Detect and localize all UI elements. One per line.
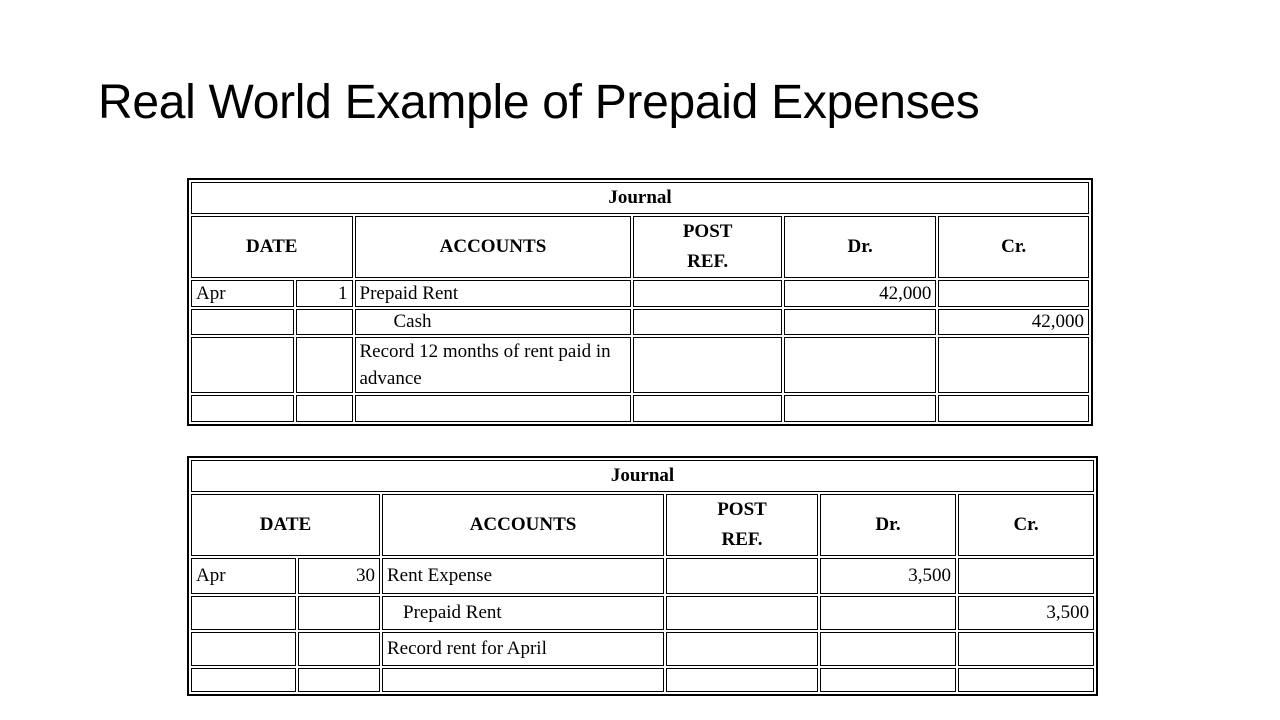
table-row (191, 280, 1089, 307)
cr-cell (938, 337, 1089, 393)
dr-cell: 3,500 (820, 558, 956, 594)
account-cell: Prepaid Rent (355, 280, 632, 307)
cr-cell (938, 395, 1089, 422)
date-day-cell (298, 596, 380, 630)
date-month-cell (191, 668, 296, 692)
cr-cell (958, 668, 1094, 692)
cr-cell (958, 632, 1094, 666)
cr-header: Cr. (938, 216, 1089, 278)
date-day-cell: 30 (298, 558, 380, 594)
dr-cell (820, 632, 956, 666)
date-header: DATE (191, 494, 380, 556)
account-cell: Prepaid Rent (382, 596, 664, 630)
table-row (191, 632, 1094, 666)
date-day-cell (296, 337, 352, 393)
date-month-cell (191, 395, 294, 422)
journal-caption: Journal (191, 182, 1089, 214)
dr-header: Dr. (784, 216, 937, 278)
cr-header: Cr. (958, 494, 1094, 556)
date-month-cell (191, 632, 296, 666)
journal-table (187, 456, 1098, 696)
dr-cell: 42,000 (784, 280, 937, 307)
cr-cell: 3,500 (958, 596, 1094, 630)
dr-cell (784, 395, 937, 422)
table-row (191, 337, 1089, 393)
dr-header: Dr. (820, 494, 956, 556)
dr-cell (820, 596, 956, 630)
account-cell (382, 668, 664, 692)
post-ref-header-line2: REF. (687, 251, 729, 272)
table-row (191, 668, 1094, 692)
post-ref-cell (633, 280, 781, 307)
post-ref-cell (633, 395, 781, 422)
account-cell (355, 395, 632, 422)
date-month-cell: Apr (191, 280, 294, 307)
cr-cell (958, 558, 1094, 594)
date-month-cell (191, 596, 296, 630)
table-row (191, 309, 1089, 335)
cr-cell: 42,000 (938, 309, 1089, 335)
date-day-cell (298, 668, 380, 692)
post-ref-header-line1: POST (682, 221, 733, 242)
post-ref-header (666, 494, 818, 556)
cr-cell (938, 280, 1089, 307)
journal-caption: Journal (191, 460, 1094, 492)
slide-title: Real World Example of Prepaid Expenses (98, 76, 980, 129)
date-header: DATE (191, 216, 353, 278)
account-cell: Cash (355, 309, 632, 335)
accounts-header: ACCOUNTS (382, 494, 664, 556)
table-row (191, 395, 1089, 422)
date-month-cell (191, 337, 294, 393)
post-ref-header-line2: REF. (721, 529, 763, 550)
date-day-cell (296, 309, 352, 335)
post-ref-cell (666, 632, 818, 666)
dr-cell (784, 337, 937, 393)
date-month-cell: Apr (191, 558, 296, 594)
journal-table (187, 178, 1093, 426)
dr-cell (820, 668, 956, 692)
account-cell: Record rent for April (382, 632, 664, 666)
table-row (191, 596, 1094, 630)
account-cell: Record 12 months of rent paid in advance (355, 337, 632, 393)
post-ref-header-line1: POST (717, 499, 767, 520)
date-day-cell (298, 632, 380, 666)
dr-cell (784, 309, 937, 335)
date-day-cell (296, 395, 352, 422)
post-ref-cell (633, 337, 781, 393)
post-ref-cell (633, 309, 781, 335)
post-ref-cell (666, 558, 818, 594)
date-month-cell (191, 309, 294, 335)
post-ref-header (633, 216, 781, 278)
account-cell: Rent Expense (382, 558, 664, 594)
date-day-cell: 1 (296, 280, 352, 307)
table-row (191, 558, 1094, 594)
post-ref-cell (666, 596, 818, 630)
post-ref-cell (666, 668, 818, 692)
accounts-header: ACCOUNTS (355, 216, 632, 278)
